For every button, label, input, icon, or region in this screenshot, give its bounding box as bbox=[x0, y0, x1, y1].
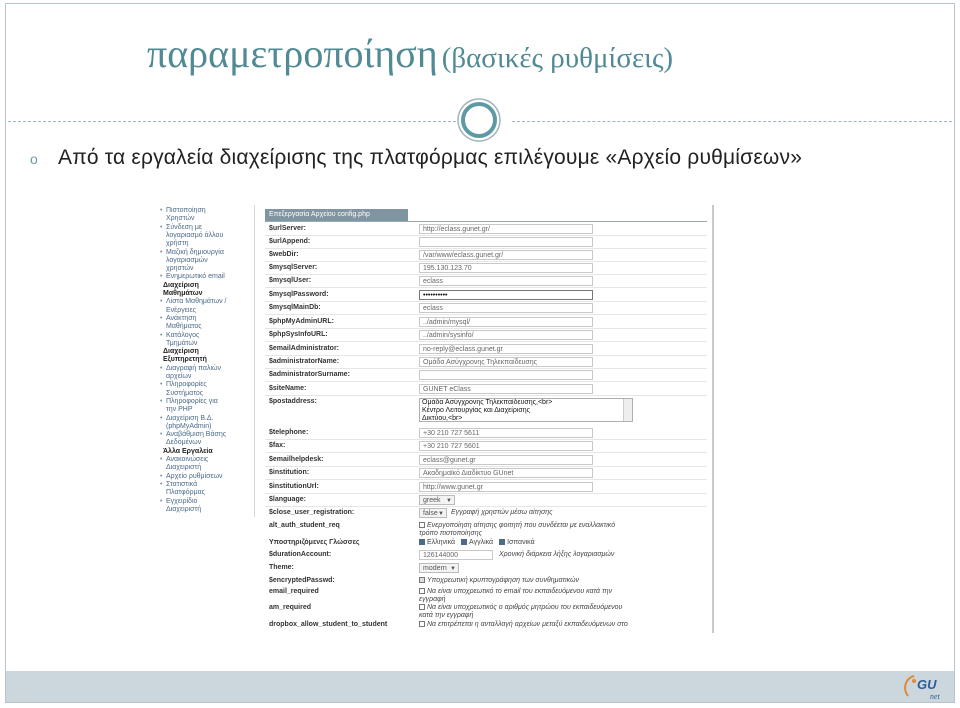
sidebar-item[interactable]: Πλατφόρμας bbox=[166, 489, 206, 497]
siteName-input[interactable]: GUNET eClass bbox=[419, 384, 593, 394]
chevron-down-icon: ▼ bbox=[450, 566, 456, 572]
row-administratorSurname bbox=[265, 369, 707, 382]
theme-select[interactable]: modern ▼ bbox=[419, 563, 459, 573]
am-required-checkbox[interactable] bbox=[419, 604, 425, 610]
row-email-required: email_required Να είναι υποχρεωτικό το email του εκπαιδευόμενου κατά την εγγραφή bbox=[269, 588, 612, 603]
field-label: $administratorName: bbox=[269, 358, 340, 365]
row-am-required: am_required Να είναι υποχρεωτικός ο αριθμός μητρώου του εκπαιδευόμενου κατά την εγγραφή bbox=[269, 604, 623, 619]
administratorName-input[interactable]: Ομάδα Ασύγχρονης Τηλεκπαίδευσης bbox=[419, 357, 593, 367]
language-select[interactable]: greek ▼ bbox=[419, 495, 455, 505]
field-label: $mysqlPassword: bbox=[269, 291, 329, 298]
sidebar-item[interactable]: χρηστών bbox=[166, 265, 194, 273]
row-mysqlPassword bbox=[265, 289, 707, 302]
sidebar-item[interactable]: λογαριασμό άλλου bbox=[166, 231, 224, 239]
field-label: Υποστηριζόμενες Γλώσσες bbox=[269, 539, 360, 546]
field-label: $durationAccount: bbox=[269, 551, 332, 558]
chevron-down-icon: ▼ bbox=[446, 498, 452, 504]
bullet-icon: • bbox=[160, 381, 163, 389]
bullet-marker: o bbox=[30, 151, 38, 167]
row-theme bbox=[265, 562, 707, 575]
institution-input[interactable]: Ακαδημαϊκό Διαδίκτυο GUnet bbox=[419, 468, 593, 478]
row-dropbox-allow: dropbox_allow_student_to_student Να επιτρέπεται η ανταλλαγή αρχείων μεταξύ εκπαιδευόμενων στο bbox=[269, 621, 628, 628]
textarea-scrollbar[interactable] bbox=[623, 399, 632, 421]
row-durationAccount bbox=[265, 549, 707, 562]
field-label: $webDir: bbox=[269, 251, 299, 258]
row-fax bbox=[265, 440, 707, 453]
field-label: $telephone: bbox=[269, 429, 309, 436]
bullet-icon: • bbox=[160, 480, 163, 488]
sidebar-item[interactable]: • Εγχειρίδιο bbox=[160, 497, 198, 505]
field-label: am_required bbox=[269, 604, 312, 611]
bullet-icon: • bbox=[160, 472, 163, 480]
sidebar-item[interactable]: (phpMyAdmin) bbox=[166, 422, 212, 430]
slide-footer-bar bbox=[6, 671, 954, 702]
chevron-down-icon: ▼ bbox=[438, 511, 444, 517]
admin-screenshot bbox=[160, 205, 715, 633]
phpMyAdminURL-input[interactable]: ../admin/mysql/ bbox=[419, 317, 593, 327]
slide-title-main: παραμετροποίηση bbox=[147, 31, 438, 76]
field-label: $postaddress: bbox=[269, 398, 317, 405]
field-label: $siteName: bbox=[269, 385, 307, 392]
form-header-line bbox=[265, 221, 707, 222]
bullet-icon: • bbox=[160, 331, 163, 339]
field-label: $mysqlUser: bbox=[269, 277, 312, 284]
row-language bbox=[265, 494, 707, 507]
sidebar-item[interactable]: • Μαζική δημιουργία bbox=[160, 248, 224, 256]
fax-input[interactable]: +30 210 727 5601 bbox=[419, 441, 593, 451]
row-mysqlUser bbox=[265, 275, 707, 288]
sidebar-item[interactable]: • Σύνδεση με bbox=[160, 223, 202, 231]
sidebar-item[interactable]: Διαχειριστή bbox=[166, 505, 202, 513]
sidebar-item[interactable]: χρήστη bbox=[166, 240, 189, 248]
sidebar-item[interactable]: Ενέργειες bbox=[166, 306, 196, 314]
field-label: $language: bbox=[269, 496, 306, 503]
row-phpMyAdminURL bbox=[265, 316, 707, 329]
bullet-icon: • bbox=[160, 497, 163, 505]
screenshot-right-edge bbox=[712, 205, 714, 633]
field-hint: Χρονική διάρκεια λήξης λογαριασμών bbox=[499, 551, 615, 558]
mysqlServer-input[interactable]: 195.130.123.70 bbox=[419, 263, 593, 273]
row-close-user-registration bbox=[265, 507, 707, 520]
lang-spanish-checkbox[interactable] bbox=[499, 539, 505, 545]
bullet-icon: • bbox=[160, 431, 163, 439]
sidebar-item[interactable]: • Διαγραφή παλιών bbox=[160, 364, 221, 372]
sidebar-item[interactable]: την PHP bbox=[166, 406, 193, 414]
field-label: $close_user_registration: bbox=[269, 509, 355, 516]
row-encryptedPasswd: $encryptedPasswd: Υποχρεωτική κρυπτογράφηση των συνθηματικών bbox=[269, 577, 580, 584]
field-label: email_required bbox=[269, 588, 319, 595]
telephone-input[interactable]: +30 210 727 5611 bbox=[419, 428, 593, 438]
webDir-input[interactable]: /var/www/eclass.gunet.gr/ bbox=[419, 250, 593, 260]
field-label: $institutionUrl: bbox=[269, 483, 319, 490]
row-emailAdministrator bbox=[265, 343, 707, 356]
sidebar-item[interactable]: Χρηστών bbox=[166, 215, 195, 223]
circle-ornament-icon bbox=[455, 96, 503, 144]
sidebar-section-heading: Διαχείριση bbox=[163, 281, 199, 289]
sidebar-section-heading: Εξυπηρετητή bbox=[163, 356, 207, 364]
bullet-icon: • bbox=[160, 314, 163, 322]
bullet-icon: • bbox=[160, 273, 163, 281]
gunet-logo-icon bbox=[898, 672, 954, 702]
sidebar-item[interactable]: • Πληροφορίες bbox=[160, 381, 207, 389]
administratorSurname-input[interactable] bbox=[419, 370, 593, 380]
bullet-text: Από τα εργαλεία διαχείρισης της πλατφόρμας επιλέγουμε «Αρχείο ρυθμίσεων» bbox=[58, 146, 803, 169]
sidebar-item[interactable]: λογαριασμών bbox=[166, 256, 208, 264]
header-divider-left bbox=[8, 121, 456, 122]
row-institution bbox=[265, 467, 707, 480]
form-header: Επεξεργασία Αρχείου config.php bbox=[265, 209, 408, 221]
sidebar-item[interactable]: Μαθήματος bbox=[166, 323, 202, 331]
row-siteName bbox=[265, 383, 707, 396]
sidebar-item[interactable]: αρχείων bbox=[166, 373, 192, 380]
sidebar-item[interactable]: • Ανάκτηση bbox=[160, 314, 197, 322]
emailhelpdesk-input[interactable]: eclass@gunet.gr bbox=[419, 455, 593, 465]
field-label: dropbox_allow_student_to_student bbox=[269, 621, 388, 628]
field-label: $mysqlServer: bbox=[269, 264, 318, 271]
sidebar-item[interactable]: • Πληροφορίες για bbox=[160, 397, 218, 405]
institutionUrl-input[interactable]: http://www.gunet.gr bbox=[419, 482, 593, 492]
bullet-icon: • bbox=[160, 397, 163, 405]
field-label: $urlAppend: bbox=[269, 238, 311, 245]
dropbox-allow-checkbox[interactable] bbox=[419, 621, 425, 627]
row-urlServer bbox=[265, 223, 707, 236]
field-hint: Εγγραφή χρηστών μέσω αίτησης bbox=[451, 509, 553, 516]
sidebar-item[interactable]: • Πιστοποίηση bbox=[160, 207, 206, 214]
sidebar-section-heading: Άλλα Εργαλεία bbox=[163, 447, 213, 455]
alt-auth-checkbox[interactable] bbox=[419, 522, 425, 528]
row-postaddress bbox=[265, 396, 707, 426]
sidebar-section-heading: Διαχείριση bbox=[163, 348, 199, 356]
sidebar-divider bbox=[254, 205, 255, 517]
sidebar-item[interactable]: Τμημάτων bbox=[166, 339, 198, 347]
field-label: $emailAdministrator: bbox=[269, 345, 340, 352]
durationAccount-input[interactable]: 126144000 bbox=[419, 550, 493, 560]
row-administratorName bbox=[265, 356, 707, 369]
close-registration-select[interactable]: false ▼ bbox=[419, 508, 447, 518]
bullet-icon: • bbox=[160, 223, 163, 231]
row-alt-auth-student-req: alt_auth_student_req Ενεργοποίηση αίτησης φοιτητή που συνδέεται με εναλλακτικό τρόπο πιστοποίησης bbox=[269, 522, 616, 537]
field-label: $fax: bbox=[269, 442, 286, 449]
email-required-checkbox[interactable] bbox=[419, 588, 425, 594]
bullet-icon: • bbox=[160, 364, 163, 372]
bullet-icon: • bbox=[160, 456, 163, 463]
sidebar-item[interactable]: • Αρχείο ρυθμίσεων bbox=[160, 472, 223, 480]
bullet-icon: • bbox=[160, 207, 163, 214]
bullet-icon: • bbox=[160, 414, 163, 422]
urlAppend-input[interactable] bbox=[419, 237, 593, 247]
mysqlMainDb-input[interactable]: eclass bbox=[419, 303, 593, 313]
field-label: $administratorSurname: bbox=[269, 371, 350, 378]
row-telephone bbox=[265, 427, 707, 440]
sidebar-item[interactable]: • Λίστα Μαθημάτων / bbox=[160, 298, 227, 306]
row-urlAppend bbox=[265, 236, 707, 249]
row-phpSysInfoURL bbox=[265, 329, 707, 342]
field-label: $emailhelpdesk: bbox=[269, 456, 324, 463]
field-label: $mysqlMainDb: bbox=[269, 304, 321, 311]
field-label: $encryptedPasswd: bbox=[269, 577, 335, 584]
phpSysInfoURL-input[interactable]: ../admin/sysinfo/ bbox=[419, 330, 593, 340]
sidebar-item[interactable]: Διαχειριστή bbox=[166, 464, 202, 472]
row-emailhelpdesk bbox=[265, 454, 707, 467]
header-divider-right bbox=[512, 121, 952, 122]
slide-title-sub: (βασικές ρυθμίσεις) bbox=[441, 42, 674, 74]
slide-title bbox=[147, 30, 673, 77]
sidebar-item[interactable]: • Στατιστικά bbox=[160, 480, 198, 488]
lang-english-checkbox[interactable] bbox=[461, 539, 467, 545]
row-languages: Υποστηριζόμενες Γλώσσες Ελληνικά Αγγλικά Ισπανικά bbox=[269, 539, 535, 546]
row-mysqlMainDb bbox=[265, 302, 707, 315]
encrypted-passwd-checkbox[interactable] bbox=[419, 577, 425, 583]
mysqlPassword-input[interactable]: •••••••••• bbox=[419, 290, 593, 300]
emailAdministrator-input[interactable]: no-reply@eclass.gunet.gr bbox=[419, 344, 593, 354]
field-label: $urlServer: bbox=[269, 225, 306, 232]
svg-text:net: net bbox=[930, 692, 940, 701]
field-label: $phpMyAdminURL: bbox=[269, 318, 334, 325]
field-label: Theme: bbox=[269, 564, 294, 571]
row-webDir bbox=[265, 249, 707, 262]
urlServer-input[interactable]: http://eclass.gunet.gr/ bbox=[419, 224, 593, 234]
sidebar-item[interactable]: Δεδομένων bbox=[166, 439, 202, 447]
bullet-icon: • bbox=[160, 248, 163, 256]
sidebar-item[interactable]: • Ανακοινώσεις bbox=[160, 456, 209, 463]
postaddress-textarea[interactable]: Ομάδα Ασύγχρονης Τηλεκπαίδευσης,<br> Κέντρο Λειτουργίας και Διαχείρισης Δικτύου,<br> bbox=[419, 398, 633, 422]
row-institutionUrl bbox=[265, 481, 707, 494]
sidebar-section-heading: Μαθημάτων bbox=[163, 290, 203, 297]
admin-sidebar bbox=[160, 205, 252, 517]
bullet-icon: • bbox=[160, 298, 163, 306]
sidebar-item[interactable]: Συστήματος bbox=[166, 389, 204, 397]
field-label: alt_auth_student_req bbox=[269, 522, 340, 529]
sidebar-item[interactable]: • Αναβάθμιση Βάσης bbox=[160, 431, 227, 439]
field-label: $institution: bbox=[269, 469, 310, 476]
sidebar-item[interactable]: • Κατάλογος bbox=[160, 331, 200, 339]
lang-greek-checkbox[interactable] bbox=[419, 539, 425, 545]
sidebar-item[interactable]: • Διαχείριση Β.Δ. bbox=[160, 414, 214, 422]
field-label: $phpSysInfoURL: bbox=[269, 331, 328, 338]
mysqlUser-input[interactable]: eclass bbox=[419, 276, 593, 286]
sidebar-item[interactable]: • Ενημερωτικό email bbox=[160, 273, 225, 281]
row-mysqlServer bbox=[265, 262, 707, 275]
svg-text:GU: GU bbox=[917, 677, 937, 692]
